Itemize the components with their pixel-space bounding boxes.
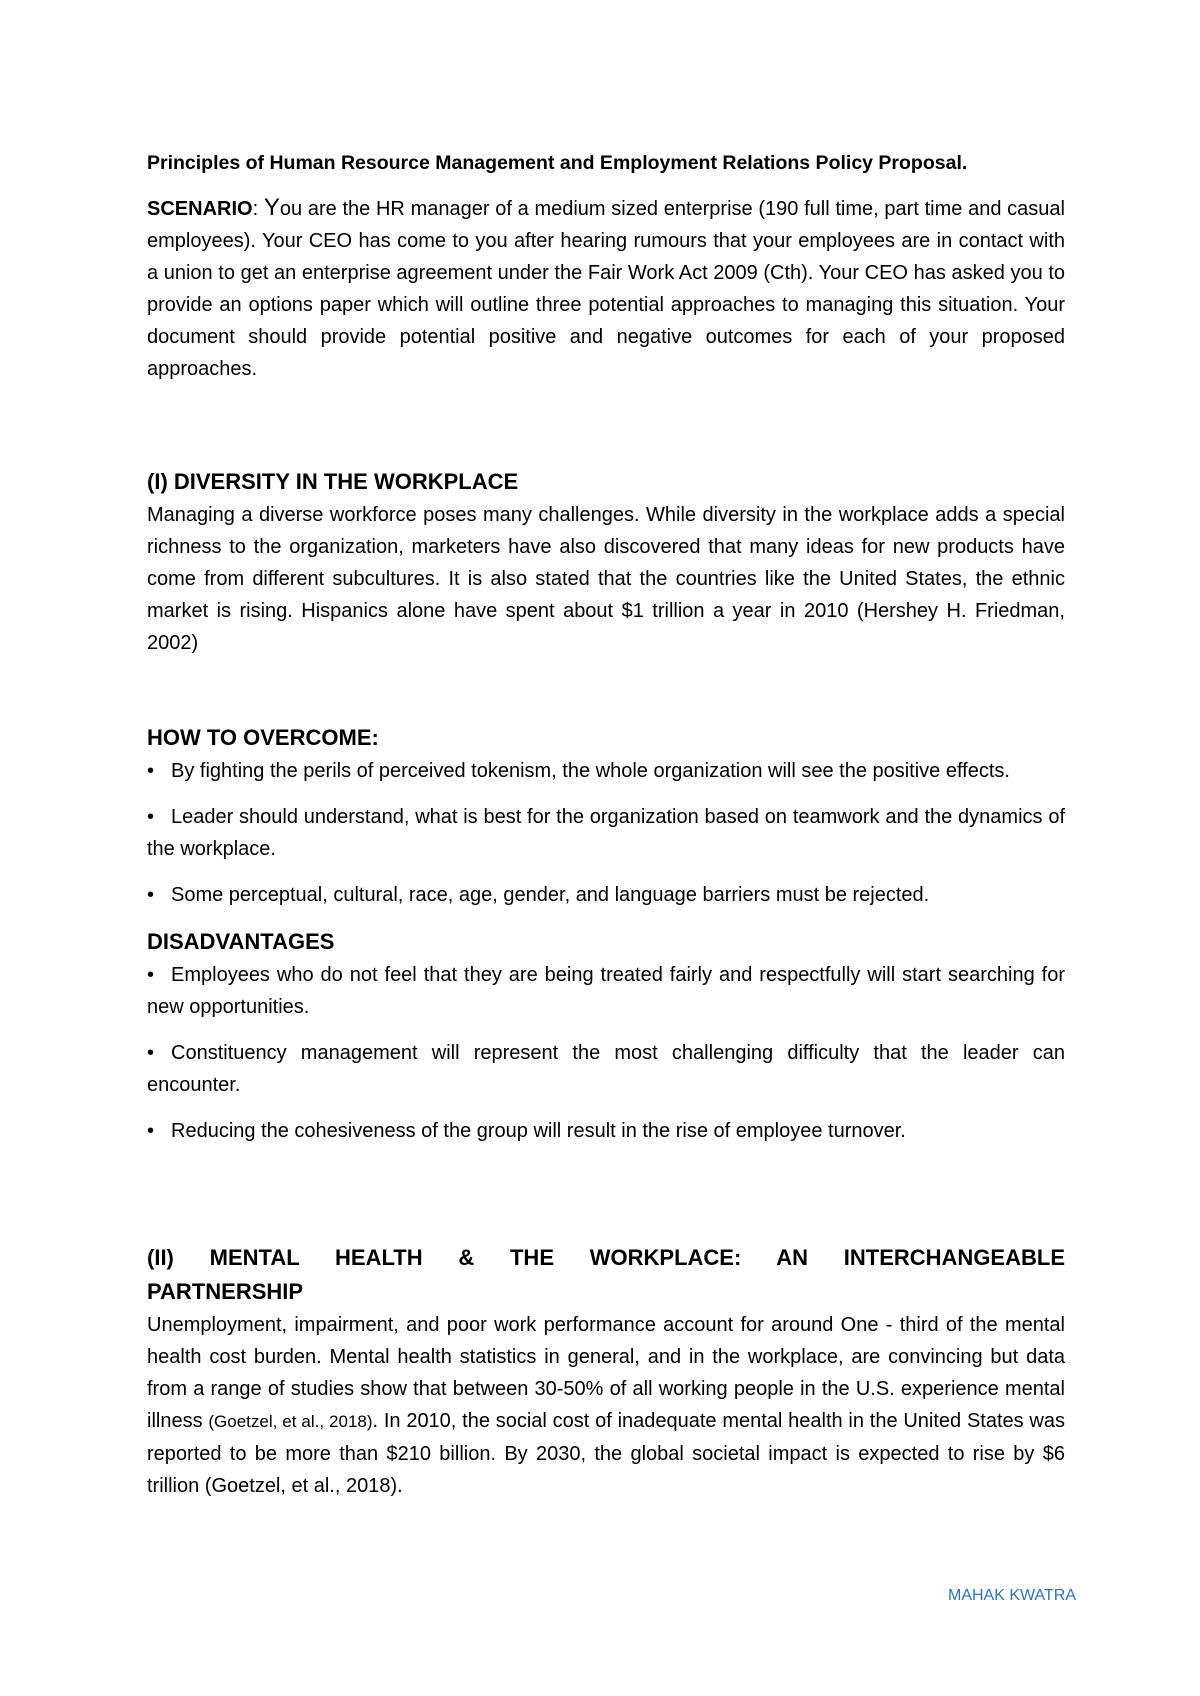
section-1-heading: (I) DIVERSITY IN THE WORKPLACE [147,469,519,494]
section-2-heading-line-2: PARTNERSHIP [147,1279,304,1304]
citation: (Goetzel, et al., 2018) [208,1412,373,1431]
spacer [147,385,1065,465]
disadvantages-heading: DISADVANTAGES [147,929,335,954]
bullet-icon: • [147,884,155,906]
bullet-icon: • [147,760,155,782]
scenario-dropcap: Y [263,194,280,221]
spacer [147,1161,1065,1241]
section-2-heading-line-1: (II) MENTAL HEALTH & THE WORKPLACE: AN INTERCHANGEABLE [147,1245,1065,1270]
spacer [147,659,1065,721]
bullet-icon: • [147,1120,155,1142]
list-item: • Leader should understand, what is best for the organization based on teamwork and the dynamics of the workplace. [147,801,1065,865]
section-1-body: Managing a diverse workforce poses many challenges. While diversity in the workplace adds a special richness to the organization, marketers have also discovered that many ideas for new products have come from different subcultures. It is also stated that the countries like the United States, the ethnic market is rising. Hispanics alone have spent about $1 trillion a year in 2010 (Hershey H. Friedman, 2002) [147,504,1065,654]
list-item: • Employees who do not feel that they are being treated fairly and respectfully will start searching for new opportunities. [147,959,1065,1023]
scenario-colon: : [252,198,264,220]
bullet-icon: • [147,1042,155,1064]
how-to-overcome-heading: HOW TO OVERCOME: [147,725,379,750]
list-item: • By fighting the perils of perceived tokenism, the whole organization will see the positive effects. [147,755,1065,787]
footer-author: MAHAK KWATRA [948,1587,1077,1604]
document-title: Principles of Human Resource Management and Employment Relations Policy Proposal. [147,152,968,174]
list-item: • Reducing the cohesiveness of the group will result in the rise of employee turnover. [147,1115,1065,1147]
scenario-text: ou are the HR manager of a medium sized enterprise (190 full time, part time and casual employees). Your CEO has come to you after hearing rumours that your employees are in contact with a union to get an enterprise agreement under the Fair Work Act 2009 (Cth). Your CEO has asked you to provide an options paper which will outline three potential approaches to managing this situation. Your document should provide potential positive and negative outcomes for each of your proposed approaches. [147,198,1065,380]
document-content [147,148,1065,1502]
bullet-icon: • [147,806,155,828]
scenario-label: SCENARIO [147,198,253,220]
bullet-icon: • [147,964,155,986]
list-item: • Some perceptual, cultural, race, age, gender, and language barriers must be rejected. [147,879,1065,911]
list-item: • Constituency management will represent the most challenging difficulty that the leader can encounter. [147,1037,1065,1101]
section-2-body: Unemployment, impairment, and poor work performance account for around One - third of the mental health cost burden. Mental health statistics in general, and in the workplace, are convincing but data from a range of studies show that between 30-50% of all working people in the U.S. experience mental illness (Goetzel, et al., 2018). In 2010, the social cost of inadequate mental health in the United States was reported to be more than $210 billion. By 2030, the global societal impact is expected to rise by $6 trillion (Goetzel, et al., 2018). [147,1314,1065,1497]
scenario-paragraph [147,192,1065,385]
